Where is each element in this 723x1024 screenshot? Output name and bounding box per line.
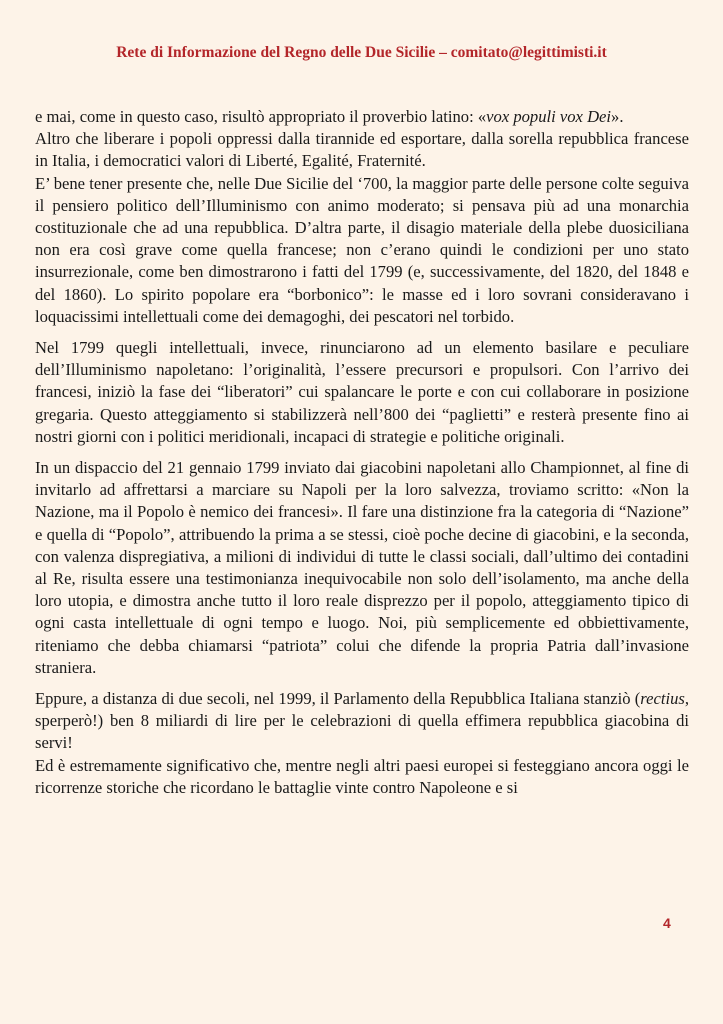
rectius-term: rectius [640,689,685,709]
paragraph-6: Eppure, a distanza di due secoli, nel 1999, il Parlamento della Repubblica Italiana stanziò (rectius, sperperò!) ben 8 miliardi di lire per le celebrazioni di quella effimera repubblica giacobina di servi! [35,689,689,753]
paragraph-1: e mai, come in questo caso, risultò appropriato il proverbio latino: «vox populi vox Dei». [35,107,624,126]
paragraph-3: E’ bene tener presente che, nelle Due Sicilie del ‘700, la maggior parte delle persone colte seguiva il pensiero politico dell’Illuminismo con animo moderato; si pensava più ad una monarchia costituzionale che ad una repubblica. D’altra parte, il disagio materiale della plebe duosiciliana non era così grave come quella francese; non c’erano quindi le condizioni per uno stato insurrezionale, come ben dimostrarono i fatti del 1799 (e, successivamente, del 1820, del 1848 e del 1860). Lo spirito popolare era “borbonico”: le masse ed i loro sovrani consideravano i loquacissimi intellettuali come dei demagoghi, dei pescatori nel torbido. [35,173,689,326]
paragraph-5: In un dispaccio del 21 gennaio 1799 inviato dai giacobini napoletani allo Championnet, al fine di invitarlo ad affrettarsi a marciare su Napoli per la loro salvezza, troviamo scritto: «Non la Nazione, ma il Popolo è nemico dei francesi». Il fare una distinzione fra la categoria di “Nazione” e quella di “Popolo”, attribuendo la prima a se stessi, cioè poche decine di giacobini, e la seconda, con valenza dispregiativa, a milioni di individui di tutte le classi sociali, dall’ultimo dei contadini al Re, risulta essere una testimonianza inequivocabile non solo dell’isolamento, ma anche della loro utopia, e dimostra anche tutto il loro reale disprezzo per il popolo, atteggiamento tipico di ogni casta intellettuale di ogni tempo e luogo. Noi, più semplicemente ed obbiettivamente, riteniamo che debba chiamarsi “patriota” colui che difende la propria Patria dall’invasione straniera. [35,458,689,677]
page-number: 4 [663,915,671,931]
latin-proverb: vox populi vox Dei [486,107,612,126]
page-header: Rete di Informazione del Regno delle Due Sicilie – comitato@legittimisti.it [116,44,607,61]
paragraph-4: Nel 1799 quegli intellettuali, invece, rinunciarono ad un elemento basilare e peculiare dell’Illuminismo napoletano: l’originalità, l’essere precursori e propulsori. Con l’arrivo dei francesi, iniziò la fase dei “liberatori” cui spalancare le porte e con cui collaborare in posizione gregaria. Questo atteggiamento si stabilizzerà nell’800 dei “paglietti” e resterà presente fino ai nostri giorni con i politici meridionali, incapaci di strategie e politiche originali. [35,338,689,446]
paragraph-2: Altro che liberare i popoli oppressi dalla tirannide ed esportare, dalla sorella repubblica francese in Italia, i democratici valori di Liberté, Egalité, Fraternité. [35,129,689,171]
document-body [35,106,689,799]
paragraph-7: Ed è estremamente significativo che, mentre negli altri paesi europei si festeggiano ancora oggi le ricorrenze storiche che ricordano le battaglie vinte contro Napoleone e si [35,755,689,797]
